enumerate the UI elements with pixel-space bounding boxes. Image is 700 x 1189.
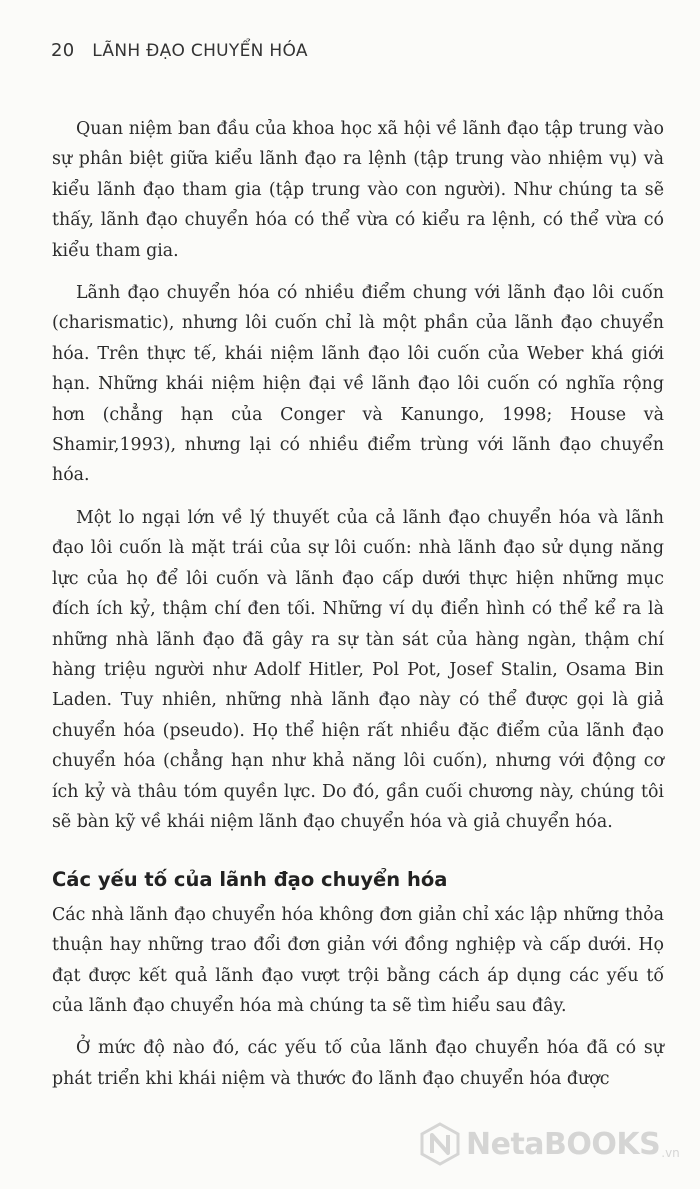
paragraph: Các nhà lãnh đạo chuyển hóa không đơn giản chỉ xác lập những thỏa thuận hay những trao đổi đơn giản với đồng nghiệp và cấp dưới. Họ đạt được kết quả lãnh đạo vượt trội bằng cách áp dụng các yếu tố của lãnh đạo chuyển hóa mà chúng ta sẽ tìm hiểu sau đây. <box>52 904 664 1016</box>
running-title: LÃNH ĐẠO CHUYỂN HÓA <box>92 41 308 61</box>
section-heading: Các yếu tố của lãnh đạo chuyển hóa <box>52 868 448 892</box>
paragraph: Lãnh đạo chuyển hóa có nhiều điểm chung với lãnh đạo lôi cuốn (charismatic), nhưng lôi cuốn chỉ là một phần của lãnh đạo chuyển hóa. Trên thực tế, khái niệm lãnh đạo lôi cuốn của Weber khá giới hạn. Những khái niệm hiện đại về lãnh đạo lôi cuốn có nghĩa rộng hơn (chẳng hạn của Conger và Kanungo, 1998; House và Shamir,1993), nhưng lại có nhiều điểm trùng với lãnh đạo chuyển hóa. <box>52 283 664 486</box>
page-number: 20 <box>51 40 75 61</box>
watermark-suffix: .vn <box>661 1146 680 1160</box>
running-header <box>51 40 308 61</box>
paragraph: Quan niệm ban đầu của khoa học xã hội về lãnh đạo tập trung vào sự phân biệt giữa kiểu lãnh đạo ra lệnh (tập trung vào nhiệm vụ) và kiểu lãnh đạo tham gia (tập trung vào con người). Như chúng ta sẽ thấy, lãnh đạo chuyển hóa có thể vừa có kiểu ra lệnh, có thể vừa có kiểu tham gia. <box>52 119 664 261</box>
netabooks-logo-icon <box>418 1122 462 1166</box>
watermark-text: NetaBOOKS <box>466 1126 661 1162</box>
publisher-watermark <box>418 1122 680 1166</box>
paragraph: Một lo ngại lớn về lý thuyết của cả lãnh đạo chuyển hóa và lãnh đạo lôi cuốn là mặt trái của sự lôi cuốn: nhà lãnh đạo sử dụng năng lực của họ để lôi cuốn và lãnh đạo cấp dưới thực hiện những mục đích ích kỷ, thậm chí đen tối. Những ví dụ điển hình có thể kể ra là những nhà lãnh đạo đã gây ra sự tàn sát của hàng ngàn, thậm chí hàng triệu người như Adolf Hitler, Pol Pot, Josef Stalin, Osama Bin Laden. Tuy nhiên, những nhà lãnh đạo này có thể được gọi là giả chuyển hóa (pseudo). Họ thể hiện rất nhiều đặc điểm của lãnh đạo chuyển hóa (chẳng hạn như khả năng lôi cuốn), nhưng với động cơ ích kỷ và thâu tóm quyền lực. Do đó, gần cuối chương này, chúng tôi sẽ bàn kỹ về khái niệm lãnh đạo chuyển hóa và giả chuyển hóa. <box>52 507 664 832</box>
paragraph: Ở mức độ nào đó, các yếu tố của lãnh đạo chuyển hóa đã có sự phát triển khi khái niệm và thước đo lãnh đạo chuyển hóa được <box>52 1038 664 1089</box>
body-text <box>52 114 664 1106</box>
